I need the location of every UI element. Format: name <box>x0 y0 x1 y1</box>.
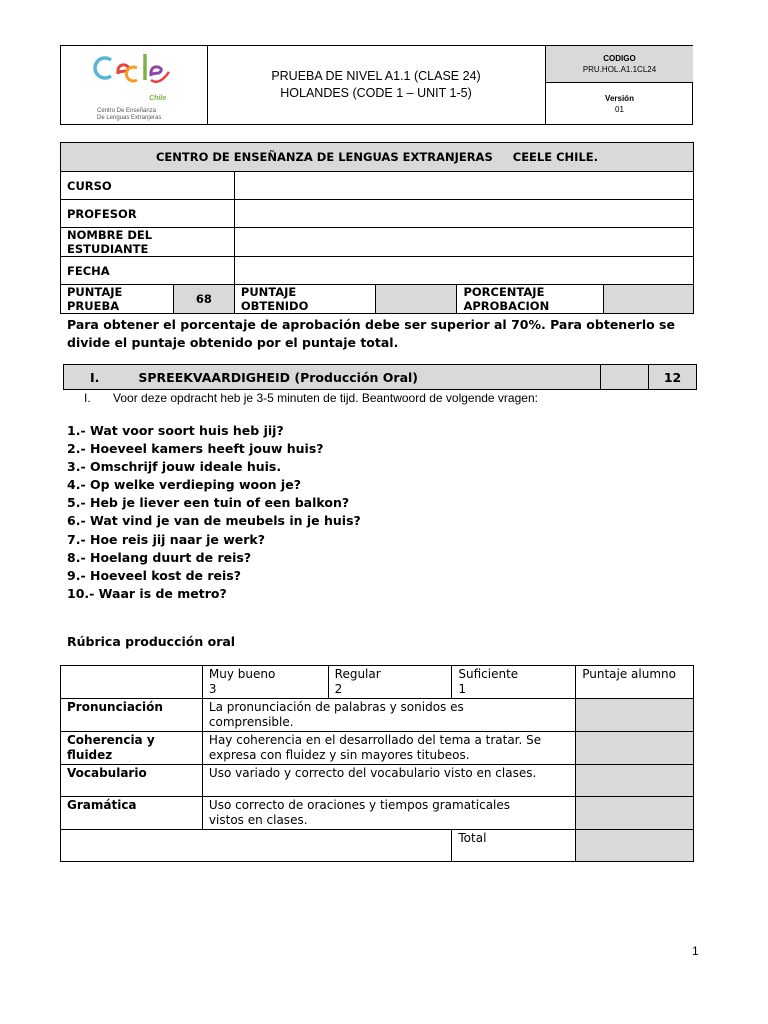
question-list <box>67 422 361 603</box>
fecha-field[interactable] <box>234 257 693 285</box>
nombre-label: NOMBRE DEL ESTUDIANTE <box>61 228 235 257</box>
title-line-2: HOLANDES (CODE 1 – UNIT 1-5) <box>280 86 472 100</box>
rubric-table <box>60 665 694 862</box>
rubric-criterion: Coherencia y fluidez <box>61 732 203 765</box>
instruction-text: Voor deze opdracht heb je 3-5 minuten de tijd. Beantwoord de volgende vragen: <box>113 391 538 405</box>
rubric-description: Uso correcto de oraciones y tiempos gramaticales vistos en clases. <box>202 797 575 830</box>
nombre-field[interactable] <box>234 228 693 257</box>
rubric-description: Hay coherencia en el desarrollado del tema a tratar. Se expresa con fluidez y sin mayores titubeos. <box>202 732 575 765</box>
porcentaje-field[interactable] <box>604 285 694 314</box>
rubric-score-field[interactable] <box>576 765 694 797</box>
title-line-1: PRUEBA DE NIVEL A1.1 (CLASE 24) <box>271 69 481 83</box>
rubric-total-blank <box>61 830 452 862</box>
profesor-field[interactable] <box>234 200 693 228</box>
question-item: 6.- Wat vind je van de meubels in je huis? <box>67 513 361 529</box>
question-item: 9.- Hoeveel kost de reis? <box>67 567 241 583</box>
logo-caption-2: De Lenguas Extranjeras <box>97 115 162 121</box>
puntaje-obtenido-label: PUNTAJE OBTENIDO <box>234 285 375 314</box>
question-item: 7.- Hoe reis jij naar je werk? <box>67 531 265 547</box>
ceele-logo-graphic <box>61 46 207 124</box>
rubric-criterion: Vocabulario <box>61 765 203 797</box>
rubric-description: La pronunciación de palabras y sonidos es comprensible. <box>202 699 575 732</box>
rubric-header-muy-bueno: Muy bueno 3 <box>202 666 328 699</box>
puntaje-prueba-label: PUNTAJE PRUEBA <box>61 285 174 314</box>
rubric-score-field[interactable] <box>576 732 694 765</box>
rubric-score-field[interactable] <box>576 699 694 732</box>
rubric-criterion: Gramática <box>61 797 203 830</box>
question-item: 4.- Op welke verdieping woon je? <box>67 477 301 493</box>
question-item: 1.- Wat voor soort huis heb jij? <box>67 423 284 438</box>
question-item: 8.- Hoelang duurt de reis? <box>67 549 252 565</box>
rubric-total-field[interactable] <box>576 830 694 862</box>
instruction-number: I. <box>84 391 91 405</box>
porcentaje-label: PORCENTAJE APROBACION <box>457 285 604 314</box>
approval-note: Para obtener el porcentaje de aprobación debe ser superior al 70%. Para obtenerlo se divide el puntaje obtenido por el puntaje total. <box>67 317 675 350</box>
logo-sub-text: Chile <box>149 95 167 102</box>
section-blank-cell <box>601 365 649 390</box>
section-title-cell <box>64 365 601 390</box>
rubric-header-puntaje: Puntaje alumno <box>576 666 694 699</box>
info-table-title: CENTRO DE ENSEÑANZA DE LENGUAS EXTRANJERAS CEELE CHILE. <box>61 143 694 172</box>
question-item: 5.- Heb je liever een tuin of een balkon? <box>67 495 350 511</box>
fecha-label: FECHA <box>61 257 235 285</box>
question-item: 10.- Waar is de metro? <box>67 585 227 601</box>
section-number: I. <box>90 369 100 385</box>
profesor-label: PROFESOR <box>61 200 235 228</box>
ceele-logo <box>61 46 208 124</box>
puntaje-prueba-value: 68 <box>173 285 234 314</box>
curso-label: CURSO <box>61 172 235 200</box>
student-info-table <box>60 142 694 314</box>
rubric-total-label: Total <box>452 830 576 862</box>
section-title: SPREEKVAARDIGHEID (Producción Oral) <box>138 369 419 385</box>
page-number: 1 <box>692 944 699 958</box>
curso-field[interactable] <box>234 172 693 200</box>
document-header <box>60 45 693 125</box>
rubric-score-field[interactable] <box>576 797 694 830</box>
logo-caption-1: Centro De Enseñanza <box>97 108 157 114</box>
rubric-corner-cell <box>61 666 203 699</box>
rubric-header-suficiente: Suficiente 1 <box>452 666 576 699</box>
question-item: 2.- Hoeveel kamers heeft jouw huis? <box>67 441 324 457</box>
rubric-title: Rúbrica producción oral <box>67 634 236 649</box>
document-title <box>207 46 545 124</box>
rubric-description: Uso variado y correcto del vocabulario visto en clases. <box>202 765 575 797</box>
codigo-label: CODIGO <box>603 54 636 63</box>
document-code-box <box>545 46 693 124</box>
version-label: Versión <box>605 93 634 103</box>
section-score: 12 <box>649 365 697 390</box>
question-item: 3.- Omschrijf jouw ideale huis. <box>67 459 282 475</box>
section-header <box>63 364 697 390</box>
codigo-value: PRU.HOL.A1.1CL24 <box>582 65 657 74</box>
instruction <box>84 391 538 405</box>
rubric-criterion: Pronunciación <box>61 699 203 732</box>
puntaje-obtenido-field[interactable] <box>375 285 457 314</box>
version-value: 01 <box>615 104 624 114</box>
rubric-header-regular: Regular 2 <box>328 666 452 699</box>
